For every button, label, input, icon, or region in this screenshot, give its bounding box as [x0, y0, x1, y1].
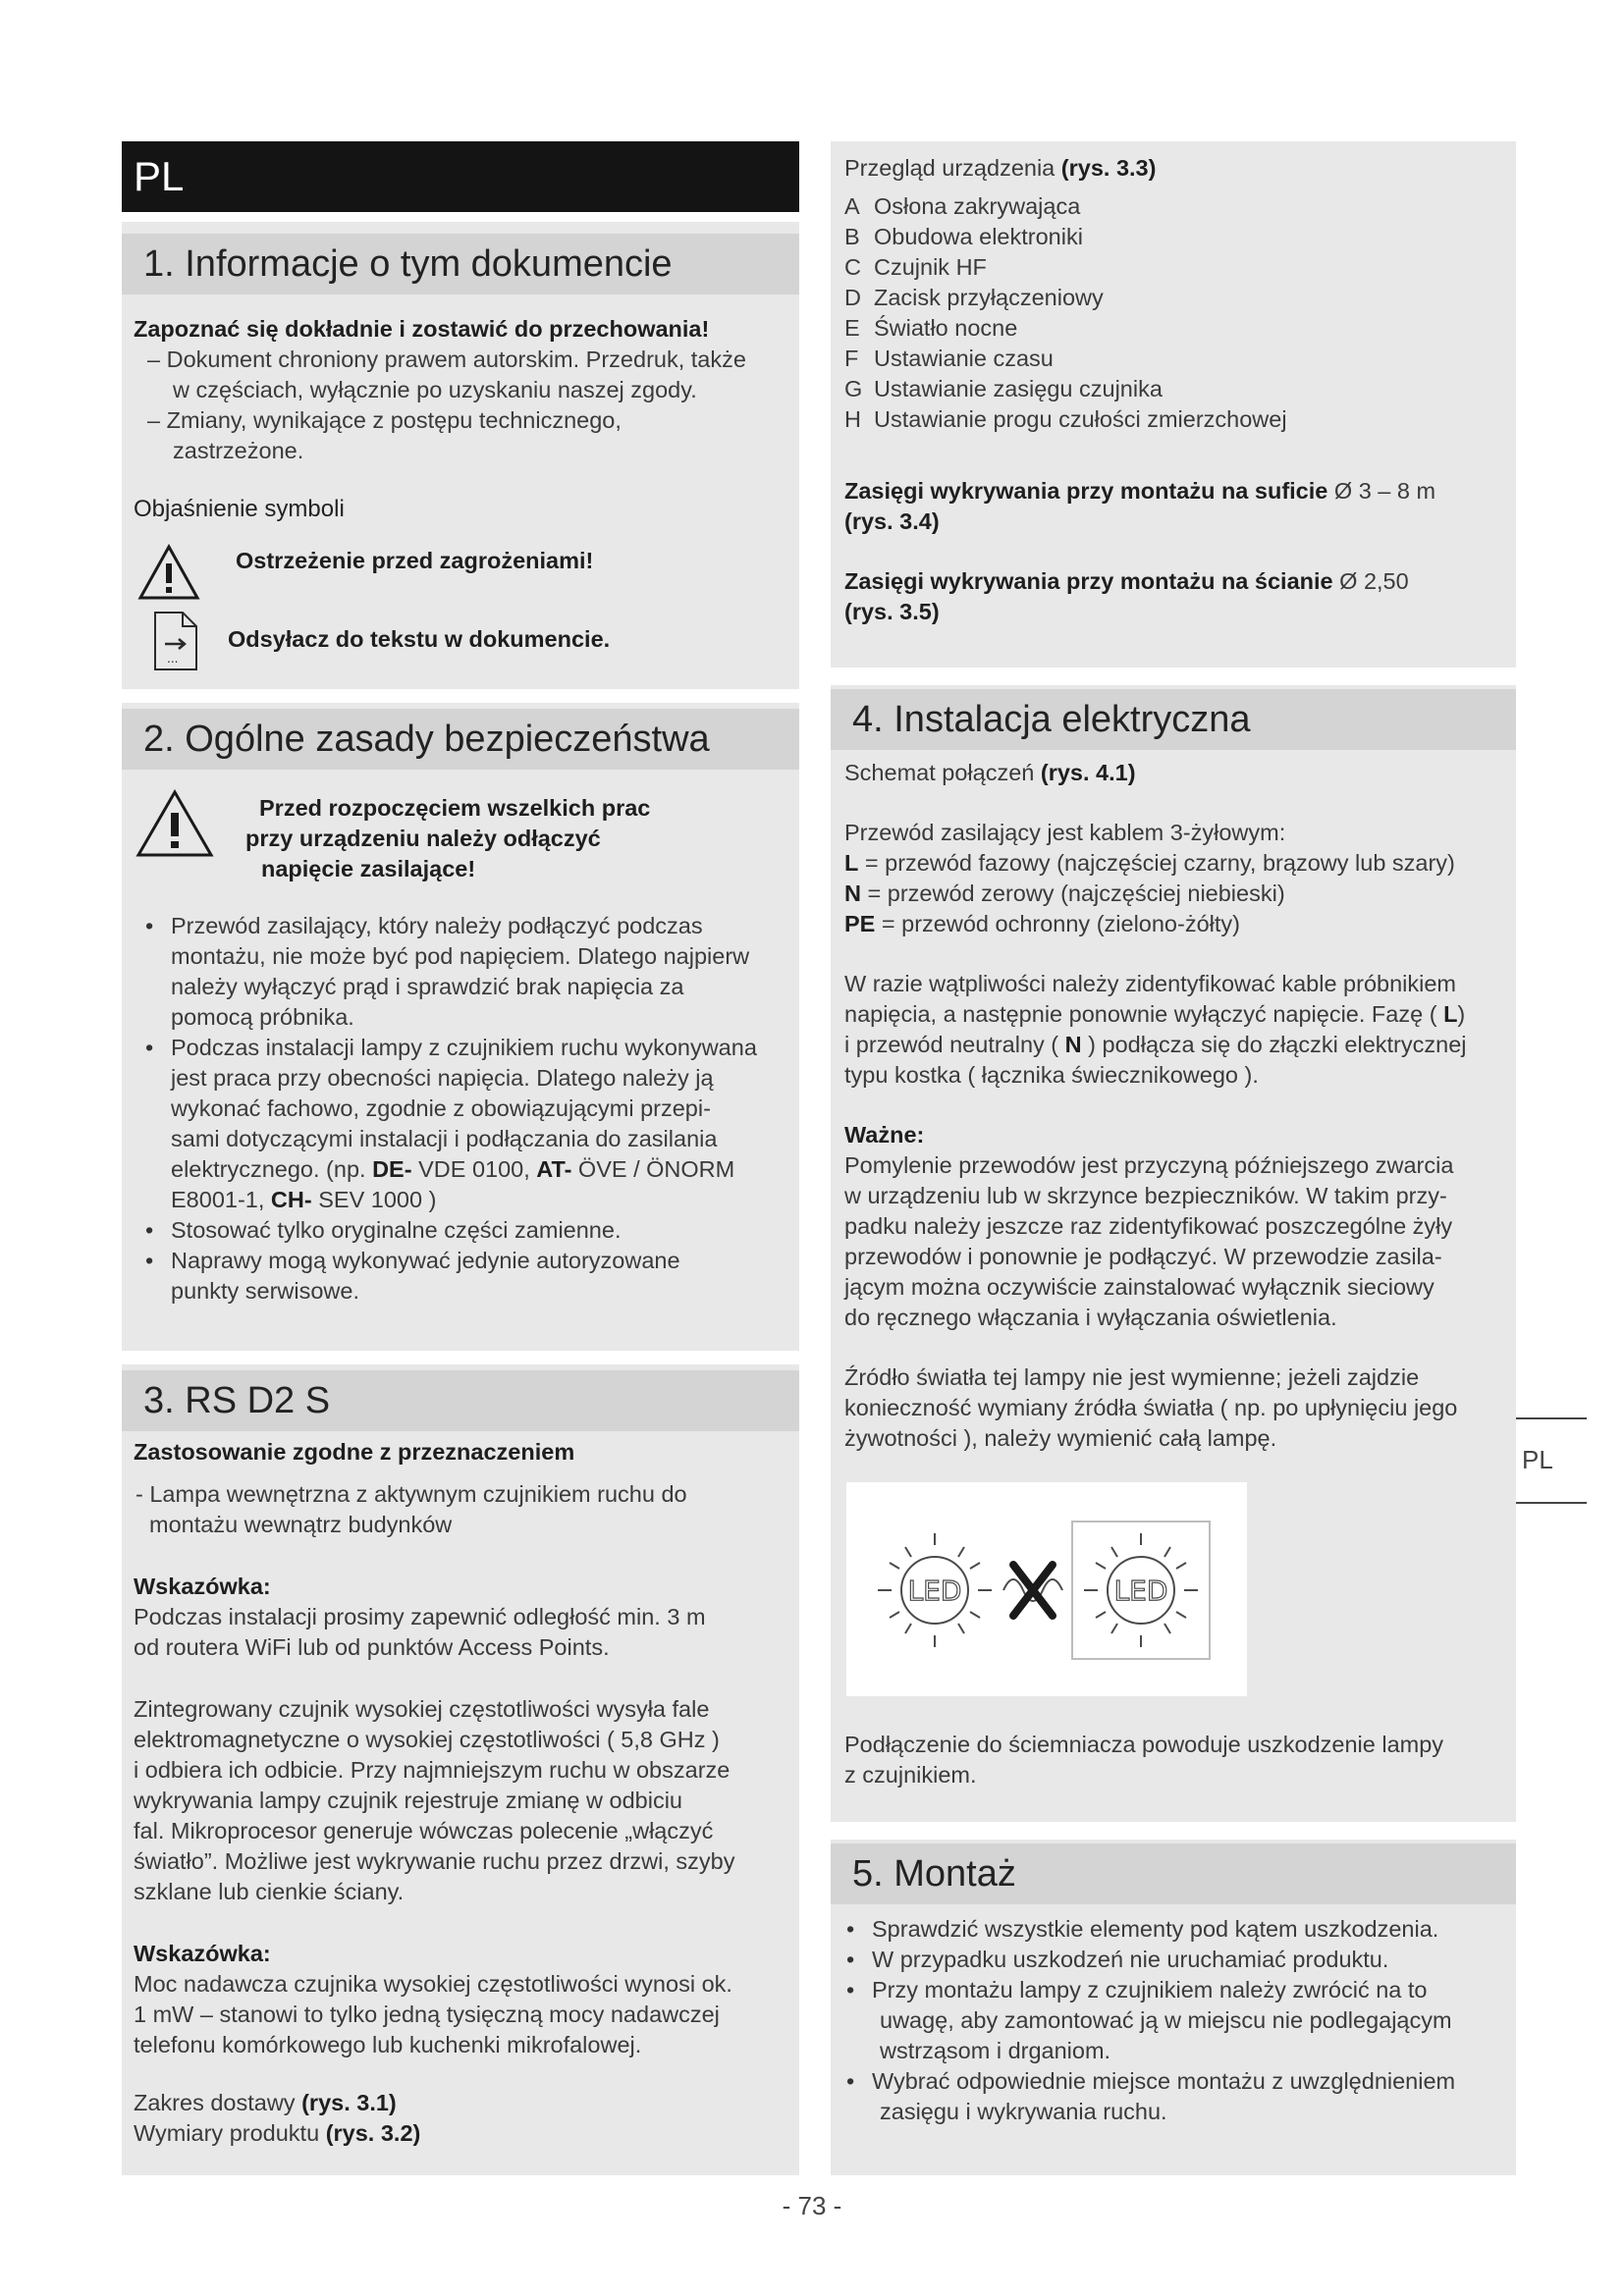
- warning-triangle-icon: [135, 789, 214, 858]
- svg-text:...: ...: [167, 652, 179, 666]
- section-5-box: [831, 1840, 1516, 2175]
- s2-warning-line2: przy urządzeniu należy odłączyć: [245, 826, 601, 851]
- legend-item: H Ustawianie progu czułości zmierzchowej: [844, 406, 1287, 432]
- s2-warning-line1: Przed rozpoczęciem wszelkich prac: [259, 795, 651, 821]
- s2-bullet-2: • Podczas instalacji lampy z czujnikiem ruchu wykonywana jest praca przy obecności napięcia. Dlatego należy ją wykonać fachowo, zgodnie z obowiązującymi przepi- sami dotyczącymi instalacji i podłączania do zasilania elektrycznego. (np. DE- VDE 0100, AT- ÖVE / ÖNORM E8001-1, CH- SEV 1000 ): [134, 1033, 797, 1215]
- section-4-box: [831, 685, 1516, 1822]
- doubt-paragraph: W razie wątpliwości należy zidentyfikować kable próbnikiem napięcia, a następnie ponownie wyłączyć napięcie. Fazę ( L) i przewód neutralny ( N ) podłącza się do złączki elektrycznej typu kostka ( łącznika świecznikowego ).: [844, 971, 1467, 1088]
- hint-1-heading: Wskazówka:: [134, 1574, 271, 1599]
- section-2-box: [122, 703, 799, 1351]
- no-dimmer-graphic: [846, 1482, 1247, 1696]
- hint-1-line: Podczas instalacji prosimy zapewnić odległość min. 3 m: [134, 1604, 706, 1629]
- s1-dash2a: – Zmiany, wynikające z postępu technicznego,: [147, 407, 622, 433]
- warning-triangle-icon: [137, 544, 200, 601]
- s5-bullet-1: • Sprawdzić wszystkie elementy pod kątem uszkodzenia.: [835, 1914, 1502, 1945]
- warning-symbol-row: [137, 544, 200, 606]
- dimmer-warning: Podłączenie do ściemniacza powoduje uszkodzenie lampy z czujnikiem.: [844, 1732, 1444, 1788]
- s2-bullet-3: • Stosować tylko oryginalne części zamienne.: [134, 1215, 797, 1246]
- section-1-title: 1. Informacje o tym dokumencie: [122, 234, 799, 294]
- use-line-2: montażu wewnątrz budynków: [149, 1512, 453, 1537]
- section-1-box: [122, 222, 799, 689]
- page-number: - 73 -: [782, 2191, 842, 2220]
- scope-of-delivery: Zakres dostawy (rys. 3.1): [134, 2090, 397, 2115]
- product-dimensions: Wymiary produktu (rys. 3.2): [134, 2120, 421, 2146]
- svg-text:LED: LED: [907, 1575, 962, 1607]
- wire-N: N = przewód zerowy (najczęściej niebieski): [844, 881, 1285, 906]
- sym-ref-text: Odsyłacz do tekstu w dokumencie.: [228, 626, 611, 652]
- use-heading: Zastosowanie zgodne z przeznaczeniem: [134, 1439, 575, 1465]
- important-paragraph: Pomylenie przewodów jest przyczyną późniejszego zwarcia w urządzeniu lub w skrzynce bezpieczników. W takim przy- padku należy jeszcze raz zidentyfikować poszczególne żyły przewodów i ponownie je podłączyć. W przewodzie zasila- jącym można oczywiście zainstalować wyłącznik sieciowy do ręcznego włączania i wyłączania oświetlenia.: [844, 1152, 1454, 1330]
- important-heading: Ważne:: [844, 1122, 925, 1148]
- legend-item: E Światło nocne: [844, 315, 1018, 341]
- cable-intro: Przewód zasilający jest kablem 3-żyłowym:: [844, 820, 1286, 845]
- legend-item: A Osłona zakrywająca: [844, 193, 1081, 219]
- hint-1-line: od routera WiFi lub od punktów Access Points.: [134, 1634, 610, 1660]
- s5-bullet-2: • W przypadku uszkodzeń nie uruchamiać produktu.: [835, 1945, 1502, 1975]
- s1-dash2b: zastrzeżone.: [173, 438, 304, 463]
- ceiling-range: Zasięgi wykrywania przy montażu na suficie Ø 3 – 8 m: [844, 478, 1436, 504]
- wiring-diagram-ref: Schemat połączeń (rys. 4.1): [844, 760, 1136, 785]
- section-5-title: 5. Montaż: [831, 1843, 1516, 1904]
- s2-bullet-4: • Naprawy mogą wykonywać jedynie autoryzowane punkty serwisowe.: [134, 1246, 797, 1307]
- side-tab-bottom-rule: [1516, 1502, 1587, 1504]
- hint-2-line: telefonu komórkowego lub kuchenki mikrofalowej.: [134, 2032, 642, 2057]
- wire-PE: PE = przewód ochronny (zielono-żółty): [844, 911, 1240, 936]
- symbols-heading: Objaśnienie symboli: [134, 496, 345, 522]
- led-no-dimmer-icon: [846, 1482, 1247, 1696]
- s5-bullet-4: • Wybrać odpowiednie miejsce montażu z uwzględnieniem zasięgu i wykrywania ruchu.: [835, 2066, 1502, 2127]
- section-4-title: 4. Instalacja elektryczna: [831, 689, 1516, 750]
- legend-item: F Ustawianie czasu: [844, 346, 1054, 371]
- s2-bullet-1: • Przewód zasilający, który należy podłączyć podczas montażu, nie może być pod napięciem. Dlatego najpierw należy wyłączyć prąd i sprawdzić brak napięcia za pomocą próbnika.: [134, 911, 797, 1033]
- section-3-title: 3. RS D2 S: [122, 1370, 799, 1431]
- s1-dash1a: – Dokument chroniony prawem autorskim. Przedruk, także: [147, 347, 746, 372]
- hint-2-line: Moc nadawcza czujnika wysokiej częstotliwości wynosi ok.: [134, 1971, 732, 1997]
- language-header: PL: [122, 141, 799, 212]
- use-line-1: - Lampa wewnętrzna z aktywnym czujnikiem ruchu do: [135, 1481, 687, 1507]
- hint-2-line: 1 mW – stanowi to tylko jedną tysięczną mocy nadawczej: [134, 2002, 720, 2027]
- side-language-tab: PL: [1522, 1445, 1553, 1474]
- s2-warning-line3: napięcie zasilające!: [261, 856, 476, 881]
- hint-2-heading: Wskazówka:: [134, 1941, 271, 1966]
- legend-item: G Ustawianie zasięgu czujnika: [844, 376, 1163, 401]
- s1-intro: Zapoznać się dokładnie i zostawić do przechowania!: [134, 316, 710, 342]
- legend-item: D Zacisk przyłączeniowy: [844, 285, 1104, 310]
- side-tab-top-rule: [1516, 1417, 1587, 1419]
- s5-bullet-3: • Przy montażu lampy z czujnikiem należy zwrócić na to uwagę, aby zamontować ją w miejscu nie podlegającym wstrząsom i drganiom.: [835, 1975, 1502, 2066]
- light-source-paragraph: Źródło światła tej lampy nie jest wymienne; jeżeli zajdzie konieczność wymiany źródła światła ( np. po upłynięciu jego żywotności ), należy wymienić całą lampę.: [844, 1364, 1458, 1451]
- legend-item: B Obudowa elektroniki: [844, 224, 1083, 249]
- wire-L: L = przewód fazowy (najczęściej czarny, brązowy lub szary): [844, 850, 1455, 876]
- ceiling-range-ref: (rys. 3.4): [844, 508, 940, 534]
- sym-warning-text: Ostrzeżenie przed zagrożeniami!: [236, 548, 594, 573]
- legend-item: C Czujnik HF: [844, 254, 987, 280]
- overview-title: Przegląd urządzenia (rys. 3.3): [844, 155, 1157, 181]
- document-reference-icon: [153, 611, 198, 671]
- s1-dash1b: w częściach, wyłącznie po uzyskaniu naszej zgody.: [173, 377, 697, 402]
- overview-legend: [844, 191, 1502, 435]
- section-2-title: 2. Ogólne zasady bezpieczeństwa: [122, 709, 799, 770]
- svg-text:LED: LED: [1113, 1575, 1168, 1607]
- section-3-box: [122, 1364, 799, 2175]
- wall-range: Zasięgi wykrywania przy montażu na ścianie Ø 2,50: [844, 568, 1409, 594]
- hf-sensor-paragraph: Zintegrowany czujnik wysokiej częstotliwości wysyła fale elektromagnetyczne o wysokiej częstotliwości ( 5,8 GHz ) i odbiera ich odbicie. Przy najmniejszym ruchu w obszarze wykrywania lampy czujnik rejestruje zmianę w odbiciu fal. Mikroprocesor generuje wówczas polecenie „włączyć światło”. Możliwe jest wykrywanie ruchu przez drzwi, szyby szklane lub cienkie ściany.: [134, 1696, 735, 1904]
- wall-range-ref: (rys. 3.5): [844, 599, 940, 624]
- overview-box: [831, 141, 1516, 667]
